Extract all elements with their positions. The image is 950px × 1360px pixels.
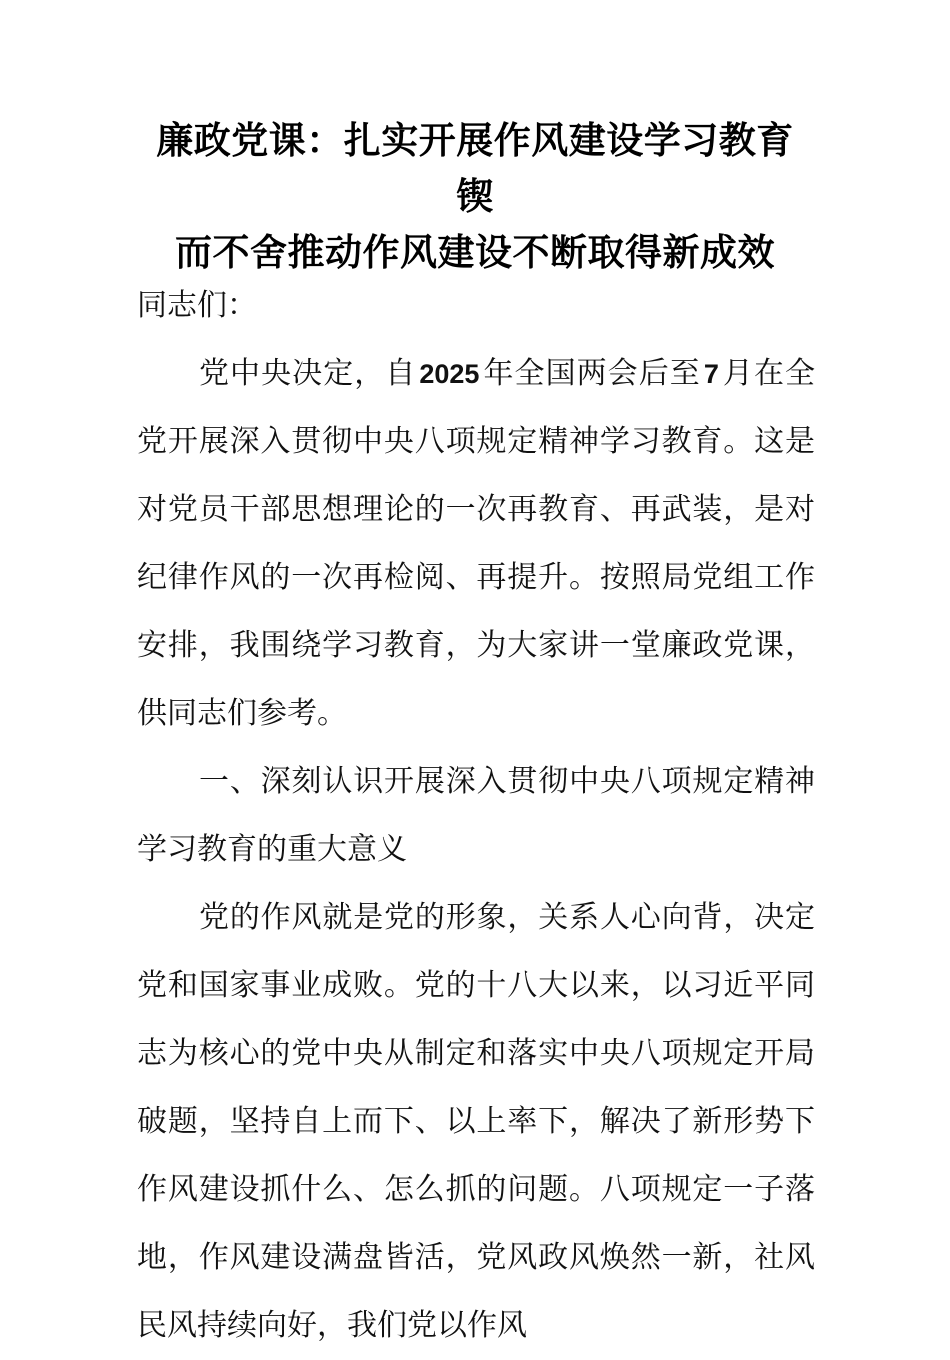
title-line-1: 廉政党课：扎实开展作风建设学习教育 锲 (156, 118, 808, 218)
paragraph-intro-part-b: 年全国两会后至 (482, 356, 701, 391)
paragraph-section-one-body: 党的作风就是党的形象，关系人心向背，决定党和国家事业成败。党的十八大以来，以习近平同志为核心的党中央从制定和落实中央八项规定开局破题，坚持自上而下、以上率下，解决了新形势下作风建设抓什么、怎么抓的问题。八项规定一子落地，作风建设满盘皆活，党风政风焕然一新，社风民风持续向好，我们党以作风 (137, 900, 815, 1343)
salutation-line: 同志们： (137, 288, 257, 323)
section-heading-one: 一、深刻认识开展深入贯彻中央八项规定精神学习教育的重大意义 (137, 764, 815, 867)
year-value: 2025 (419, 359, 480, 389)
month-value: 7 (703, 359, 719, 389)
document-title (137, 112, 813, 280)
paragraph-intro-part-c: 月在全党开展深入贯彻中央八项规定精神学习教育。这是对党员干部思想理论的一次再教育、再武装，是对纪律作风的一次再检阅、再提升。按照局党组工作安排，我围绕学习教育，为大家讲一堂廉政党课，供同志们参考。 (137, 356, 816, 731)
title-line-2: 而不舍推动作风建设不断取得新成效 (175, 230, 775, 274)
paragraph-intro (137, 340, 815, 748)
paragraph-intro-part-a: 党中央决定，自 (199, 356, 417, 391)
document-body (137, 272, 815, 1360)
